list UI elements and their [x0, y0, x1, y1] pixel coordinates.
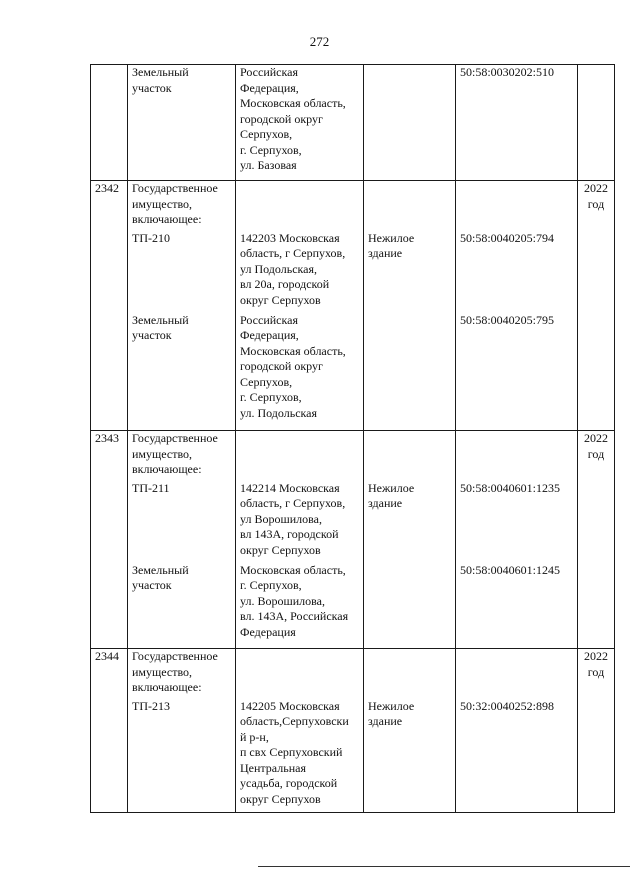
- year: 2022 год: [578, 181, 615, 231]
- property-name: ТП-210: [128, 231, 236, 313]
- year: 2022 год: [578, 431, 615, 481]
- property-type: [364, 431, 456, 481]
- property-type: Нежилое здание: [364, 481, 456, 563]
- property-address: Московская область, г. Серпухов, ул. Ворошилова, вл. 143А, Российская Федерация: [236, 563, 364, 649]
- year: [578, 65, 615, 181]
- table-row: [91, 649, 615, 699]
- table-row: [91, 181, 615, 231]
- year: [578, 699, 615, 813]
- property-address: 142203 Московская область, г Серпухов, ул Подольская, вл 20а, городской округ Серпухов: [236, 231, 364, 313]
- entry-number: [91, 481, 128, 563]
- cadastral-number: 50:58:0040205:795: [456, 313, 578, 431]
- property-name: Государственное имущество, включающее:: [128, 181, 236, 231]
- property-type: [364, 65, 456, 181]
- year: [578, 563, 615, 649]
- cadastral-number: 50:32:0040252:898: [456, 699, 578, 813]
- year: [578, 231, 615, 313]
- property-name: Государственное имущество, включающее:: [128, 649, 236, 699]
- entry-number: [91, 231, 128, 313]
- footer-rule: [258, 866, 630, 867]
- cadastral-number: 50:58:0040601:1235: [456, 481, 578, 563]
- property-address: Российская Федерация, Московская область, городской округ Серпухов, г. Серпухов, ул. Базовая: [236, 65, 364, 181]
- property-type: [364, 649, 456, 699]
- property-address: [236, 649, 364, 699]
- year: 2022 год: [578, 649, 615, 699]
- page-number: 272: [309, 34, 330, 49]
- property-address: 142205 Московская область,Серпуховски й р-н, п свх Серпуховский Центральная усадьба, городской округ Серпухов: [236, 699, 364, 813]
- table-row: [91, 481, 615, 563]
- table-row: [91, 313, 615, 431]
- property-address: 142214 Московская область, г Серпухов, ул Ворошилова, вл 143А, городской округ Серпухов: [236, 481, 364, 563]
- table-row: [91, 65, 615, 181]
- table-row: [91, 231, 615, 313]
- property-type: [364, 313, 456, 431]
- cadastral-number: [456, 431, 578, 481]
- property-name: Земельный участок: [128, 65, 236, 181]
- property-registry-table: [90, 64, 615, 813]
- cadastral-number: [456, 181, 578, 231]
- cadastral-number: 50:58:0030202:510: [456, 65, 578, 181]
- entry-number: 2344: [91, 649, 128, 699]
- year: [578, 313, 615, 431]
- property-name: Земельный участок: [128, 313, 236, 431]
- year: [578, 481, 615, 563]
- property-name: ТП-211: [128, 481, 236, 563]
- property-type: [364, 181, 456, 231]
- table-row: [91, 699, 615, 813]
- entry-number: [91, 313, 128, 431]
- entry-number: [91, 563, 128, 649]
- property-address: [236, 181, 364, 231]
- property-type: Нежилое здание: [364, 699, 456, 813]
- entry-number: 2342: [91, 181, 128, 231]
- property-name: ТП-213: [128, 699, 236, 813]
- entry-number: 2343: [91, 431, 128, 481]
- property-type: [364, 563, 456, 649]
- cadastral-number: 50:58:0040205:794: [456, 231, 578, 313]
- entry-number: [91, 699, 128, 813]
- cadastral-number: [456, 649, 578, 699]
- property-address: [236, 431, 364, 481]
- property-name: Земельный участок: [128, 563, 236, 649]
- entry-number: [91, 65, 128, 181]
- property-type: Нежилое здание: [364, 231, 456, 313]
- table-row: [91, 563, 615, 649]
- table-row: [91, 431, 615, 481]
- property-address: Российская Федерация, Московская область, городской округ Серпухов, г. Серпухов, ул. Подольская: [236, 313, 364, 431]
- property-name: Государственное имущество, включающее:: [128, 431, 236, 481]
- cadastral-number: 50:58:0040601:1245: [456, 563, 578, 649]
